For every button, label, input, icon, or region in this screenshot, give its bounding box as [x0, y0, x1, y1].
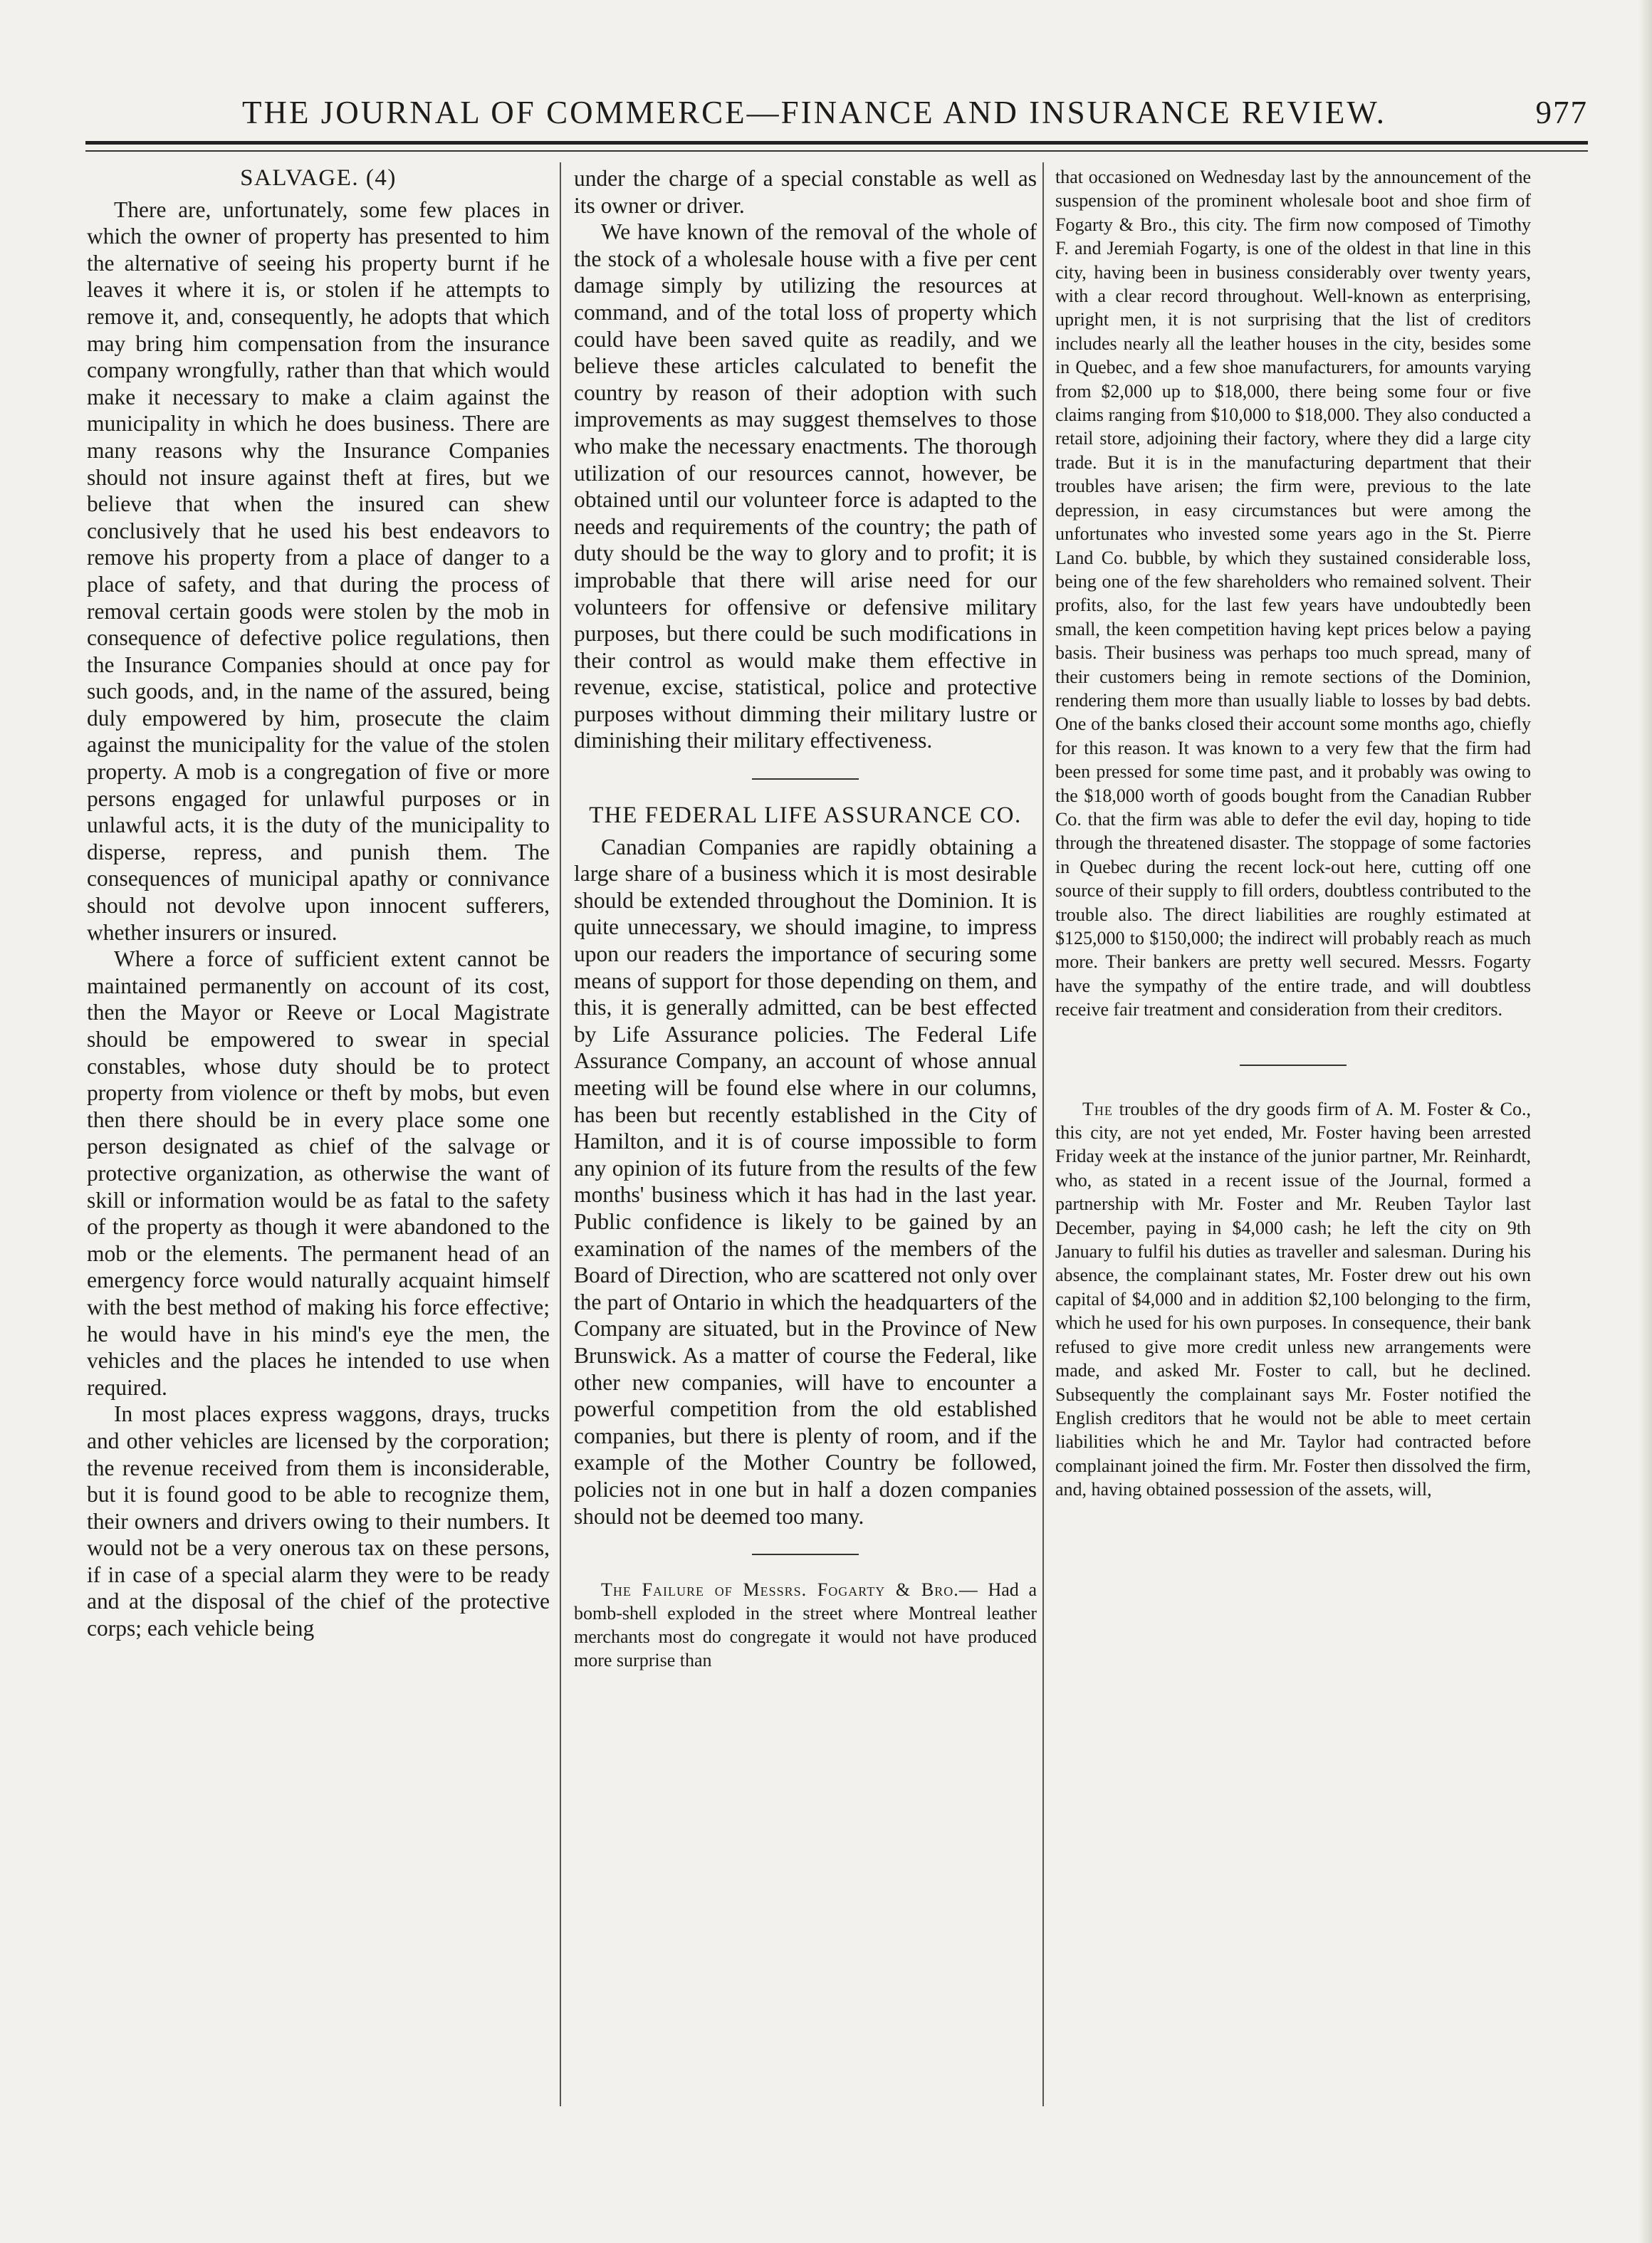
paragraph: In most places express waggons, drays, trucks and other vehicles are licensed by the corporation; the revenue received from them is inconsiderable, but it is found good to be able to recognize them, their owners and drivers owing to their numbers. It would not be a very onerous tax on these persons, if in case of a special alarm they were to be ready and at the disposal of the chief of the protective corps; each vehicle being	[87, 1401, 550, 1641]
paragraph: We have known of the removal of the whole of the stock of a wholesale house with a five per cent damage simply by utilizing the resources at command, and of the total loss of property which could have been saved quite as readily, and we believe these articles calculated to benefit the country by reason of their adoption with such improvements as may suggest themselves to those who make the necessary enactments. The thorough utilization of our resources cannot, however, be obtained until our volunteer force is adapted to the needs and requirements of the country; the path of duty should be the way to glory and to profit; it is improbable that there will arise need for our volunteers for offensive or defensive military purposes, but there could be such modifications in their control as would make them effective in revenue, excise, statistical, police and protective purposes without dimming their military lustre or diminishing their military effectiveness.	[574, 219, 1037, 753]
paragraph-foster	[1055, 1097, 1531, 1502]
section-separator	[752, 1554, 859, 1555]
foster-text: troubles of the dry goods firm of A. M. Foster & Co., this city, are not yet ended, Mr. Foster having been arrested Friday week at the instance of the junior partner, Mr. Reinhardt, who, as stated in a recent issue of the Journal, formed a partnership with Mr. Foster and Mr. Reuben Taylor last December, paying in $4,000 cash; he left the city on 9th January to fulfil his duties as traveller and salesman. During his absence, the complainant states, Mr. Foster drew out his own capital of $4,000 and in addition $2,100 belonging to the firm, which he used for his own purposes. In consequence, their bank refused to give more credit unless new arrangements were made, and asked Mr. Foster to call, but he declined. Subsequently the complainant says Mr. Foster notified the English creditors that he would not be able to meet certain liabilities which he and Mr. Taylor had contracted before complainant joined the firm. Mr. Foster then dissolved the firm, and, having obtained possession of the assets, will,	[1055, 1098, 1531, 1500]
header-rule-thin	[85, 150, 1588, 152]
page-number: 977	[1535, 95, 1588, 130]
fogarty-lead-title: The Failure of Messrs. Fogarty & Bro.—	[601, 1579, 978, 1601]
column-2	[574, 165, 1037, 2074]
paragraph: under the charge of a special constable as well as its owner or driver.	[574, 166, 1037, 218]
paragraph-fogarty-lead	[574, 1578, 1037, 1672]
fogarty-lead-text: Had a bomb-shell exploded in the street where Montreal leather merchants most do congregate it would not have produced more surprise than	[574, 1579, 1037, 1671]
section-separator	[1240, 1065, 1347, 1066]
paragraph: Where a force of sufficient extent cannot be maintained permanently on account of its cost, then the Mayor or Reeve or Local Magistrate should be empowered to swear in special constables, whose duty should be to protect property from violence or theft by mobs, but even then there should be in every place some one person designated as chief of the salvage or protective organization, as otherwise the want of skill or information would be as fatal to the safety of the property as though it were abandoned to the mob or the elements. The permanent head of an emergency force would naturally acquaint himself with the best method of making his force effective; he would have in his mind's eye the men, the vehicles and the places he intended to use when required.	[87, 946, 550, 1400]
paragraph: There are, unfortunately, some few places in which the owner of property has presented to him the alternative of seeing his property burnt if he leaves it where it is, or stolen if he attempts to remove it, and, consequently, he adopts that which may bring him compensation from the insurance company wrongfully, rather than that which would make it necessary to make a claim against the municipality in which he does business. There are many reasons why the Insurance Companies should not insure against theft at fires, but we believe that when the insured can shew conclusively that he used his best endeavors to remove his property from a place of danger to a place of safety, and that during the process of removal certain goods were stolen by the mob in consequence of defective police regulations, then the Insurance Companies should at once pay for such goods, and, in the name of the assured, being duly empowered by him, prosecute the claim against the municipality for the value of the stolen property. A mob is a congregation of five or more persons engaged for unlawful purposes or in unlawful acts, it is the duty of the municipality to disperse, repress, and punish them. The consequences of municipal apathy or connivance should not devolve upon innocent sufferers, whether insurers or insured.	[87, 197, 550, 945]
article-heading-salvage: SALVAGE. (4)	[240, 165, 397, 191]
page-header	[85, 84, 1588, 134]
column-3	[1055, 165, 1531, 2074]
column-divider	[1042, 162, 1044, 2106]
header-rule-thick	[85, 141, 1588, 145]
paragraph: that occasioned on Wednesday last by the announcement of the suspension of the prominent wholesale boot and shoe firm of Fogarty & Bro., this city. The firm now composed of Timothy F. and Jeremiah Fogarty, is one of the oldest in that line in this city, having been in business considerably over twenty years, with a clear record throughout. Well-known as enterprising, upright men, it is not surprising that the list of creditors includes nearly all the leather houses in the city, besides some in Quebec, and a few shoe manufacturers, for amounts varying from $2,000 up to $18,000, there being some four or five claims ranging from $10,000 to $18,000. They also conducted a retail store, adjoining their factory, where they did a large city trade. But it is in the manufacturing department that their troubles have arisen; the firm were, previous to the late depression, in easy circumstances but were among the unfortunates who invested some years ago in the St. Pierre Land Co. bubble, by which they sustained considerable loss, being one of the few shareholders who remained solvent. Their profits, also, for the last few years have undoubtedly been small, the keen competition having kept prices below a paying basis. Their business was perhaps too much spread, many of their customers being in remote sections of the Dominion, rendering them more than usually liable to losses by bad debts. One of the banks closed their account some months ago, chiefly for this reason. It was known to a very few that the firm had been pressed for some time past, and it probably was owing to the $18,000 worth of goods bought from the Canadian Rubber Co. that the firm was able to defer the evil day, hoping to tide through the threatened disaster. The stoppage of some factories in Quebec during the recent lock-out here, cutting off one source of their supply to fill orders, doubtless contributed to the trouble also. The direct liabilities are roughly estimated at $125,000 to $150,000; the indirect will probably reach as much more. Their bankers are pretty well secured. Messrs. Fogarty have the sympathy of the entire trade, and will doubtless receive fair treatment and consideration from their creditors.	[1055, 167, 1531, 1020]
paragraph: Canadian Companies are rapidly obtaining a large share of a business which it is most desirable should be extended throughout the Dominion. It is quite unnecessary, we should imagine, to impress upon our readers the importance of securing some means of support for those depending on them, and this, it is generally admitted, can be best effected by Life Assurance policies. The Federal Life Assurance Company, an account of whose annual meeting will be found else where in our columns, has been but recently established in the City of Hamilton, and it is of course impossible to form any opinion of its future from the results of the few months' business which it has had in the last year. Public confidence is likely to be gained by an examination of the names of the members of the Board of Direction, who are scattered not only over the part of Ontario in which the headquarters of the Company are situated, but in the Province of New Brunswick. As a matter of course the Federal, like other new companies, will have to encounter a powerful competition from the old established companies, but there is plenty of room, and if the example of the Mother Country be followed, policies not in one but in half a dozen companies should not be deemed too many.	[574, 834, 1037, 1529]
journal-title: THE JOURNAL OF COMMERCE—FINANCE AND INSURANCE REVIEW.	[242, 95, 1386, 130]
section-separator	[752, 778, 859, 780]
column-divider	[560, 162, 561, 2106]
page-edge-shadow	[1639, 0, 1652, 2243]
column-1	[87, 165, 550, 2074]
foster-lead-word: The	[1082, 1098, 1113, 1119]
article-heading-federal-life: THE FEDERAL LIFE ASSURANCE CO.	[589, 802, 1022, 829]
